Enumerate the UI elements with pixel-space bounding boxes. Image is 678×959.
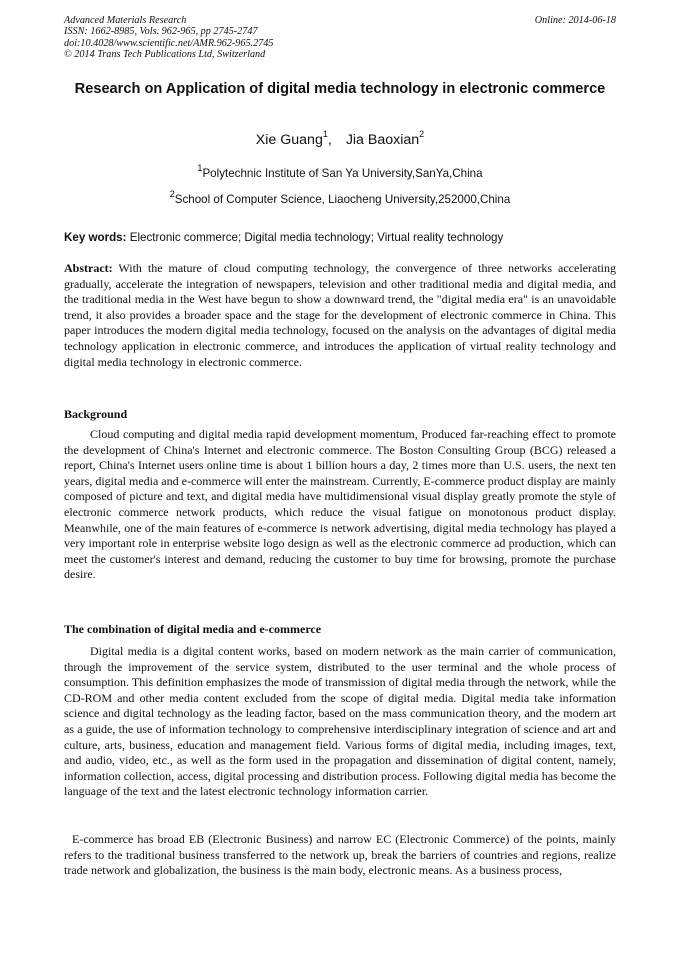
affiliation-text: Polytechnic Institute of San Ya University,SanYa,China xyxy=(202,167,483,180)
online-date: Online: 2014-06-18 xyxy=(534,15,616,26)
body-paragraph: E-commerce has broad EB (Electronic Business) and narrow EC (Electronic Commerce) of the points, mainly refers to the traditional business transferred to the network up, break the barriers of countries and regions, realize trade network and globalization, the business is the main body, electronic means. As a business process, xyxy=(64,832,616,878)
affiliation-mark: 1 xyxy=(197,163,203,174)
abstract-label: Abstract: xyxy=(64,261,113,275)
abstract-text: With the mature of cloud computing technology, the convergence of three networks accelerating gradually, accelerate the integration of newspapers, television and other traditional media and digital media, and the traditional media in the West have begun to show a downward trend, the "digital media era" is an unavoidable trend, it also provides a broader space and the stage for the development of electronic commerce in China. This paper introduces the modern digital media technology, focused on the analysis on the advantages of digital media technology application in electronic commerce, and introduces the application of virtual reality technology and digital media technology in electronic commerce. xyxy=(64,261,616,369)
section-heading: Background xyxy=(64,407,128,421)
body-paragraph: Cloud computing and digital media rapid development momentum, Produced far-reaching effect to promote the development of China's Internet and electronic commerce. The Boston Consulting Group (BCG) released a report, China's Internet users online time is about 1 billion hours a day, 2 times more than U.S. users, the next ten years, digital media and e-commerce will enter the mainstream. Currently, E-commerce product display are mainly composed of picture and text, and digital media have multidimensional visual display greatly promote the style of electronic commerce network products, which reduce the visual fatigue on monotonous product display. Meanwhile, one of the main features of e-commerce is network advertising, digital media technology has played a very important role in enterprise website logo design as well as the electronic commerce ad production, which can meet the customer's interest and demand, reducing the customer to buy time for browsing, promote the purchase desire. xyxy=(64,427,617,582)
affiliation xyxy=(64,189,616,207)
issn-line: ISSN: 1662-8985, Vols. 962-965, pp 2745-2747 xyxy=(64,26,258,38)
keywords xyxy=(64,230,616,245)
doi-line: doi:10.4028/www.scientific.net/AMR.962-965.2745 xyxy=(64,37,274,49)
body-paragraph: Digital media is a digital content works, based on modern network as the main carrier of communication, through the improvement of the service system, distributed to the user terminal and the whole process of consumption. This definition emphasizes the mode of transmission of digital media through the network, while the CD-ROM and other media content excluded from the scope of digital media. Digital media take information science and digital technology as the leading factor, based on the mass communication theory, and the modern art as a guide, the use of information technology to comprehensive interdisciplinary integration of science and art and culture, arts, business, education and management field. Various forms of digital media, including images, text, and audio, video, etc., as well as the form used in the propagation and dissemination of digital content, namely, information collection, access, digital processing and distribution process. Following digital media has become the language of the text and the latest electronic technology information carrier. xyxy=(64,644,616,799)
affiliation-mark: 2 xyxy=(169,189,175,200)
abstract xyxy=(64,261,616,370)
author-list xyxy=(64,131,616,149)
section-heading: The combination of digital media and e-commerce xyxy=(64,622,322,636)
paper-title: Research on Application of digital media technology in electronic commerce xyxy=(74,81,606,97)
keywords-text: Electronic commerce; Digital media technology; Virtual reality technology xyxy=(129,231,504,244)
journal-name: Advanced Materials Research xyxy=(64,15,187,26)
affiliation xyxy=(64,163,616,181)
author-name: Xie Guang xyxy=(255,132,323,148)
author-name: Jia Baoxian xyxy=(345,132,420,148)
author-affiliation-mark: 2 xyxy=(419,129,425,140)
journal-header xyxy=(64,15,616,61)
copyright-line: © 2014 Trans Tech Publications Ltd, Switzerland xyxy=(64,49,266,61)
author-separator: , xyxy=(327,132,332,148)
affiliation-text: School of Computer Science, Liaocheng University,252000,China xyxy=(174,193,511,206)
keywords-label: Key words: xyxy=(64,231,127,244)
author-affiliation-mark: 1 xyxy=(322,129,328,140)
